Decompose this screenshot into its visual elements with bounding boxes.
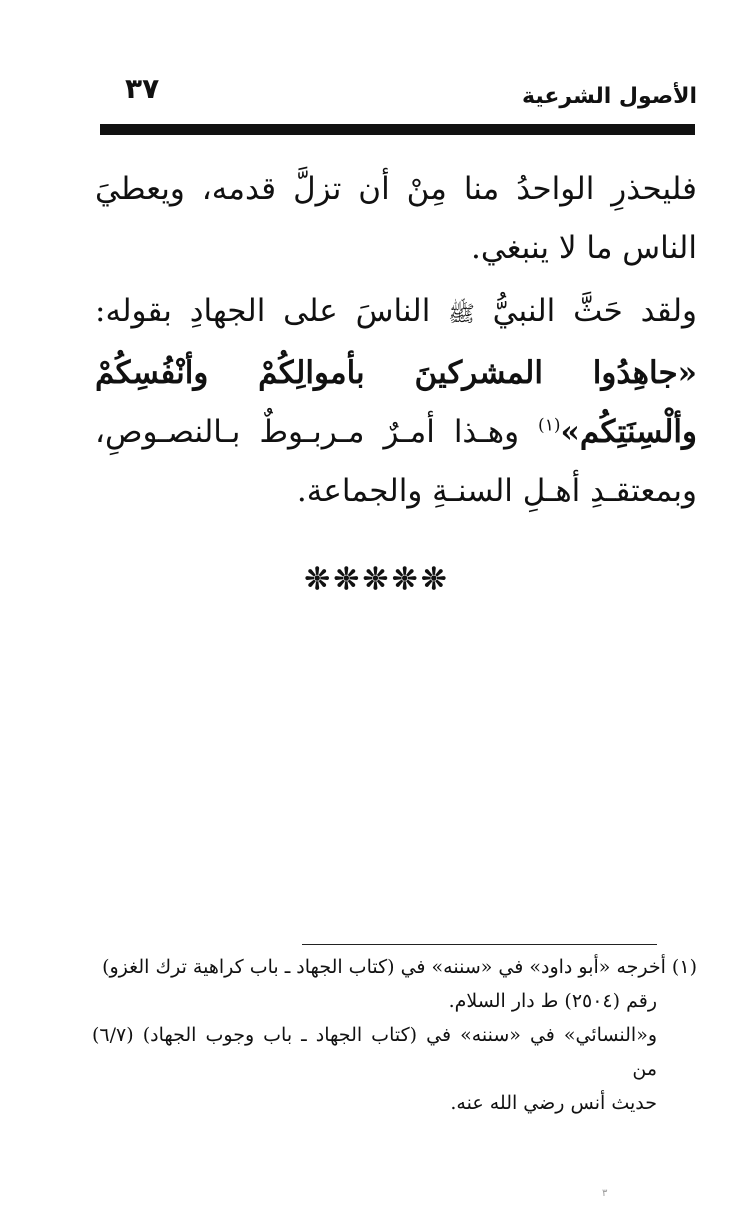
- paragraph-2-intro: ولقد حَثَّ النبيُّ: [492, 293, 697, 329]
- header-rule: [100, 124, 695, 135]
- footnote-reference[interactable]: (١): [538, 415, 561, 436]
- footnote-line: حديث أنس رضي الله عنه.: [450, 1092, 657, 1114]
- paragraph-2: [95, 282, 697, 521]
- footnotes: [92, 950, 697, 1120]
- main-text: [95, 160, 697, 521]
- page-number: ٣٧: [125, 72, 160, 105]
- page-mark: ٣: [602, 1188, 608, 1199]
- honorific-glyph: ﷺ: [448, 302, 475, 327]
- section-separator: ❊❊❊❊❊: [304, 562, 451, 597]
- footnote-line: (١) أخرجه «أبو داود» في «سننه» في (كتاب الجهاد ـ باب كراهية ترك الغزو): [102, 956, 697, 978]
- paragraph-2-rest: الناسَ على الجهادِ بقوله:: [95, 293, 431, 329]
- hadith-quote: «جاهِدُوا المشركينَ بأموالِكُمْ وأنْفُسِكُمْ وألْسِنَتِكُم»: [95, 355, 697, 450]
- paragraph-2-end: وهـذا أمـرٌ مـربـوطٌ بـالنصـوصِ، وبمعتقـدِ أهـلِ السنـةِ والجماعة.: [95, 414, 697, 509]
- footnote-rule: [302, 944, 657, 945]
- running-title: الأصول الشرعية: [522, 84, 697, 109]
- footnote-line: و«النسائي» في «سننه» في (كتاب الجهاد ـ باب وجوب الجهاد) (٦/٧) من: [92, 1024, 657, 1080]
- paragraph-1: فليحذرِ الواحدُ منا مِنْ أن تزلَّ قدمه، ويعطيَ الناس ما لا ينبغي.: [95, 171, 697, 266]
- footnote-line: رقم (٢٥٠٤) ط دار السلام.: [448, 990, 657, 1012]
